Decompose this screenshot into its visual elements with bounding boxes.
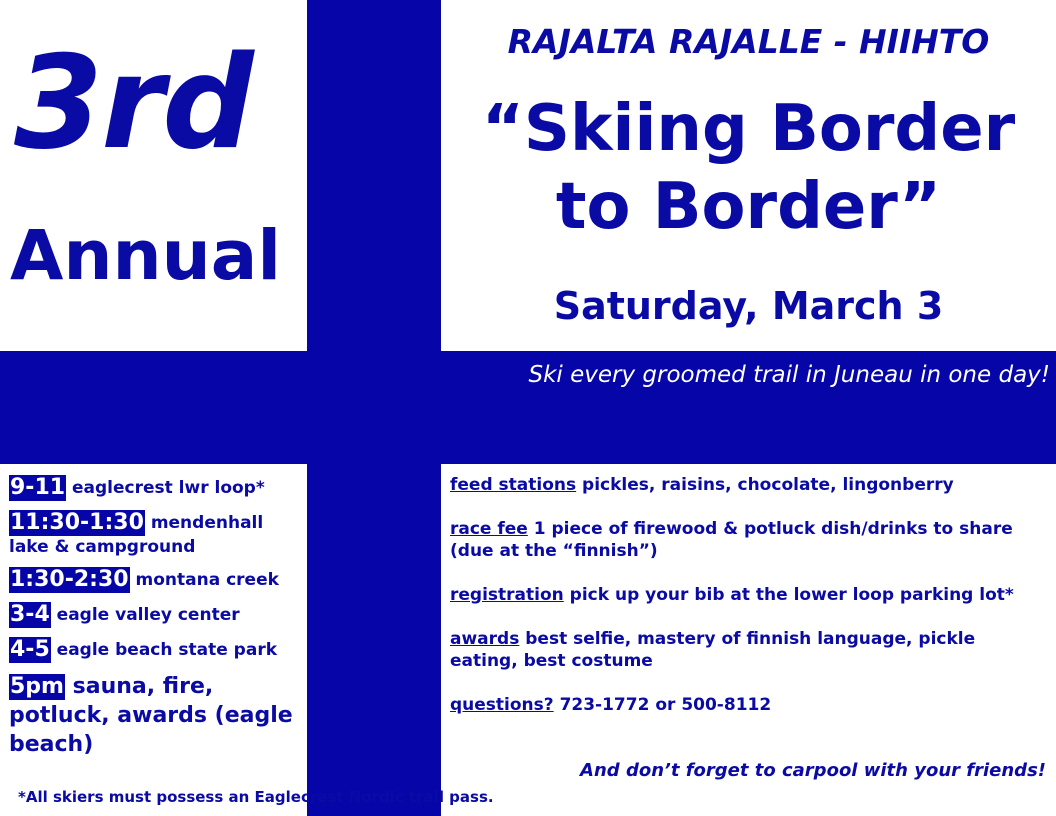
schedule-activity: eagle beach state park — [56, 640, 278, 660]
schedule-item-final — [9, 672, 307, 759]
annual-heading: Annual — [10, 216, 281, 296]
schedule-item — [9, 510, 307, 558]
schedule-time: 1:30-2:30 — [10, 567, 129, 592]
info-text: pickles, raisins, chocolate, lingonberry — [582, 475, 954, 495]
schedule-time: 9-11 — [10, 475, 66, 500]
carpool-reminder: And don’t forget to carpool with your friends! — [580, 760, 1046, 781]
schedule-item — [9, 567, 307, 593]
footnote-text-part-2: trail pass. — [403, 788, 494, 806]
schedule-list — [9, 475, 307, 768]
info-text: best selfie, mastery of finnish language, pickle eating, best costume — [450, 629, 976, 671]
schedule-item — [9, 475, 307, 501]
info-label: registration — [450, 585, 564, 605]
info-text: pick up your bib at the lower loop parking lot* — [569, 585, 1014, 605]
tagline: Ski every groomed trail in Juneau in one day! — [528, 362, 1050, 388]
schedule-time: 11:30-1:30 — [10, 510, 144, 535]
info-item-registration — [450, 584, 1040, 606]
schedule-activity: montana creek — [135, 570, 279, 590]
info-text: 723-1772 or 500-8112 — [559, 695, 772, 715]
info-label: questions? — [450, 695, 554, 715]
info-label: awards — [450, 629, 520, 649]
schedule-item — [9, 637, 307, 663]
event-title — [441, 90, 1056, 246]
info-item-race-fee — [450, 518, 1040, 562]
schedule-item — [9, 602, 307, 628]
event-date: Saturday, March 3 — [553, 284, 944, 328]
ordinal-heading: 3rd — [14, 29, 252, 178]
footnote-text-part-1: *All skiers must possess an Eaglecrest Nordic — [18, 788, 404, 806]
info-item-feed-stations — [450, 474, 1040, 496]
schedule-activity: eaglecrest lwr loop* — [71, 478, 265, 498]
schedule-time: 4-5 — [10, 637, 50, 662]
info-label: feed stations — [450, 475, 577, 495]
info-item-questions — [450, 694, 1040, 716]
event-title-line-1: “Skiing Border — [481, 92, 1016, 166]
finnish-title: RAJALTA RAJALLE - HIIHTO — [507, 22, 990, 61]
schedule-activity: sauna, fire, potluck, awards (eagle beach) — [9, 674, 293, 757]
schedule-activity: mendenhall lake & campground — [9, 513, 264, 557]
info-item-awards — [450, 628, 1040, 672]
trail-pass-footnote — [18, 788, 494, 806]
info-label: race fee — [450, 519, 528, 539]
schedule-time: 5pm — [10, 674, 64, 699]
schedule-activity: eagle valley center — [56, 605, 240, 625]
schedule-time: 3-4 — [10, 602, 50, 627]
event-title-line-2: to Border” — [555, 170, 942, 244]
info-text: 1 piece of firewood & potluck dish/drinks to share (due at the “finnish”) — [450, 519, 1013, 561]
info-list — [450, 474, 1040, 738]
